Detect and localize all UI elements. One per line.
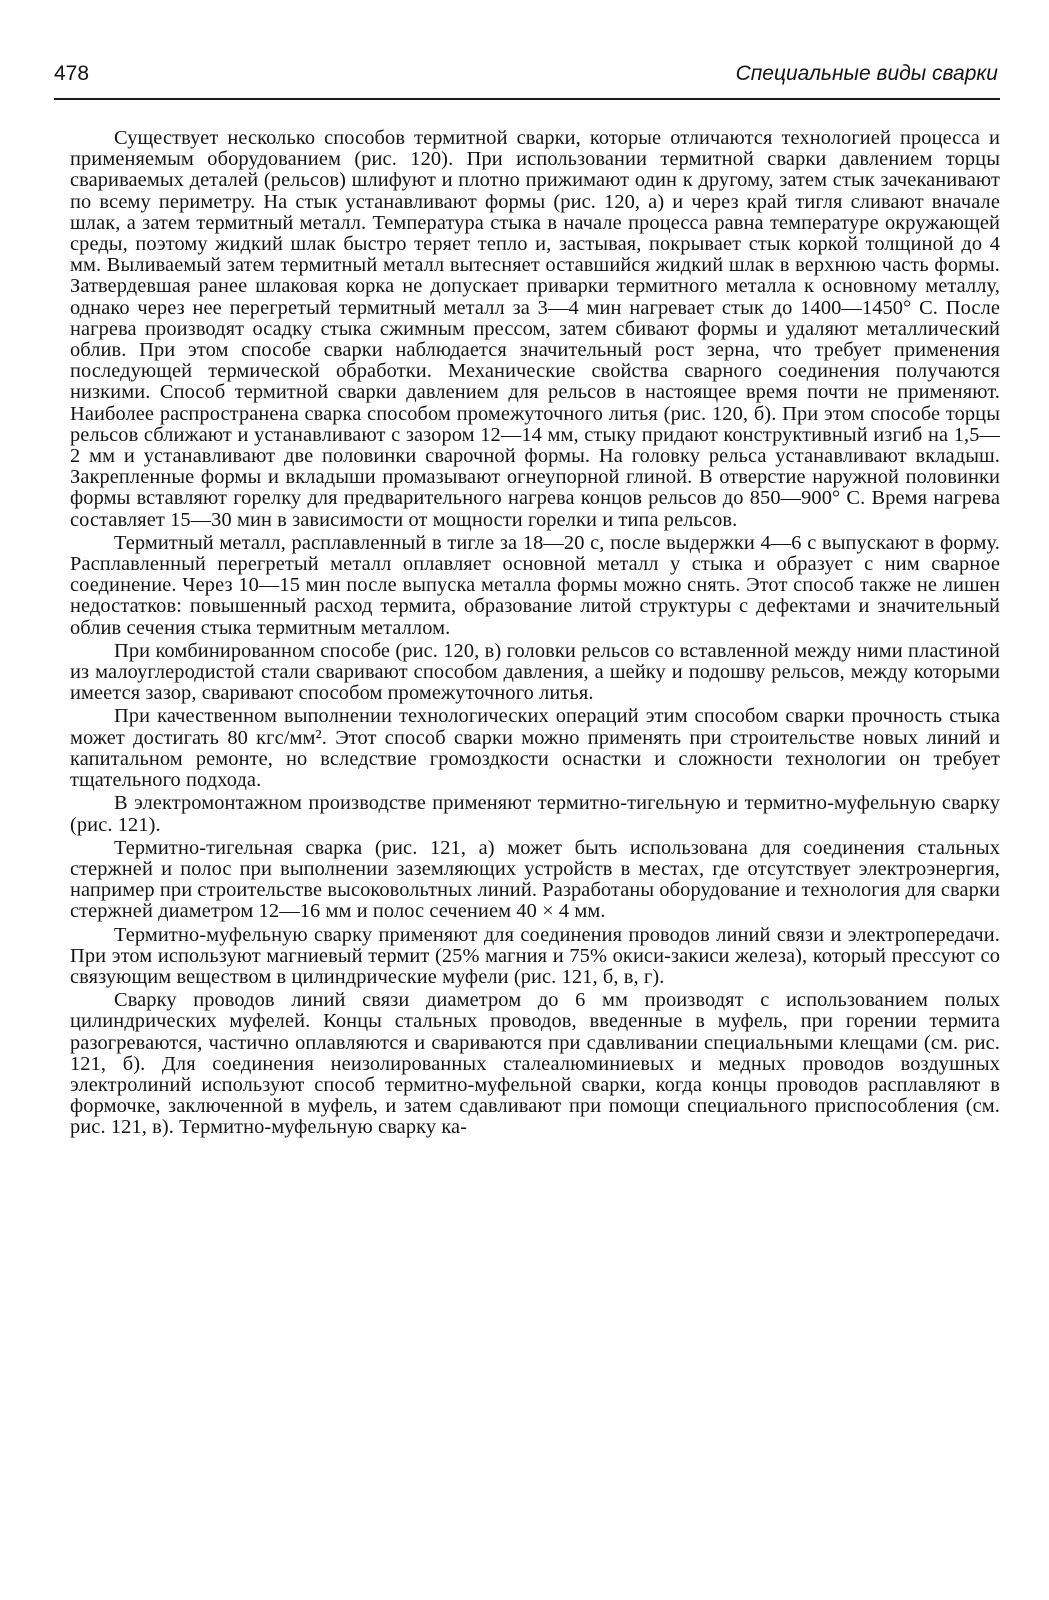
page-number: 478 (54, 62, 90, 85)
paragraph: При комбинированном способе (рис. 120, в) головки рельсов со вставленной между ними пластиной из малоуглеродистой стали сваривают способом давления, а шейку и подошву рельсов, между которыми имеется зазор, сваривают способом промежуточного литья. (70, 639, 1000, 705)
running-title: Специальные виды сварки (735, 62, 998, 85)
page-header (54, 58, 1000, 100)
paragraph: Термитно-муфельную сварку применяют для соединения проводов линий связи и электропередачи. При этом используют магниевый термит (25% магния и 75% окиси-закиси железа), который прессуют со связующим веществом в цилиндрические муфели (рис. 121, б, в, г). (70, 923, 1000, 988)
paragraph: В электромонтажном производстве применяют термитно-тигельную и термитно-муфельную сварку (рис. 121). (70, 792, 1000, 836)
paragraph: Сварку проводов линий связи диаметром до 6 мм производят с использованием полых цилиндрических муфелей. Концы стальных проводов, введенные в муфель, при горении термита разогреваются, частично оплавляются и свариваются при сдавливании специальными клещами (см. рис. 121, б). Для соединения неизолированных сталеалюминиевых и медных проводов воздушных электролиний используют способ термитно-муфельной сварки, когда концы проводов расплавляют в формочке, заключенной в муфель, и затем сдавливают при помощи специального приспособления (см. рис. 121, в). Термитно-муфельную сварку ка- (70, 989, 1000, 1139)
body-text (70, 128, 1000, 1141)
paragraph: Термитный металл, расплавленный в тигле за 18—20 с, после выдержки 4—6 с выпускают в форму. Расплавленный перегретый металл оплавляет основной металл у стыка и образует с ним сварное соединение. Через 10—15 мин после выпуска металла формы можно снять. Этот способ также не лишен недостатков: повышенный расход термита, образование литой структуры с дефектами и значительный облив сечения стыка термитным металлом. (70, 531, 1000, 639)
paragraph: Существует несколько способов термитной сварки, которые отличаются технологией процесса и применяемым оборудованием (рис. 120). При использовании термитной сварки давлением торцы свариваемых деталей (рельсов) шлифуют и плотно прижимают один к другому, затем стык зачеканивают по всему периметру. На стык устанавливают формы (рис. 120, а) и через край тигля сливают вначале шлак, а затем термитный металл. Температура стыка в начале процесса равна температуре окружающей среды, поэтому жидкий шлак быстро теряет тепло и, застывая, покрывает стык коркой толщиной до 4 мм. Выливаемый затем термитный металл вытесняет оставшийся жидкий шлак в верхнюю часть формы. Затвердевшая ранее шлаковая корка не допускает приварки термитного металла к основному металлу, однако через нее перегретый термитный металл за 3—4 мин нагревает стык до 1400—1450° С. После нагрева производят осадку стыка сжимным прессом, затем сбивают формы и удаляют металлический облив. При этом способе сварки наблюдается значительный рост зерна, что требует применения последующей термической обработки. Механические свойства сварного соединения получаются низкими. Способ термитной сварки давлением для рельсов в настоящее время почти не применяют. Наиболее распространена сварка способом промежуточного литья (рис. 120, б). При этом способе торцы рельсов сближают и устанавливают с зазором 12—14 мм, стыку придают конструктивный изгиб на 1,5—2 мм и устанавливают две половинки сварочной формы. На головку рельса устанавливают вкладыш. Закрепленные формы и вкладыши промазывают огнеупорной глиной. В отверстие наружной половинки формы вставляют горелку для предварительного нагрева концов рельсов до 850—900° С. Время нагрева составляет 15—30 мин в зависимости от мощности горелки и типа рельсов. (70, 127, 1000, 531)
paragraph: Термитно-тигельная сварка (рис. 121, а) может быть использована для соединения стальных стержней и полос при выполнении заземляющих устройств в местах, где отсутствует электроэнергия, например при строительстве высоковольтных линий. Разработаны оборудование и технология для сварки стержней диаметром 12—16 мм и полос сечением 40 × 4 мм. (70, 836, 1000, 923)
paragraph: При качественном выполнении технологических операций этим способом сварки прочность стыка может достигать 80 кгс/мм². Этот способ сварки можно применять при строительстве новых линий и капитальном ремонте, но вследствие громоздкости оснастки и сложности технологии он требует тщательного подхода. (70, 705, 1000, 792)
